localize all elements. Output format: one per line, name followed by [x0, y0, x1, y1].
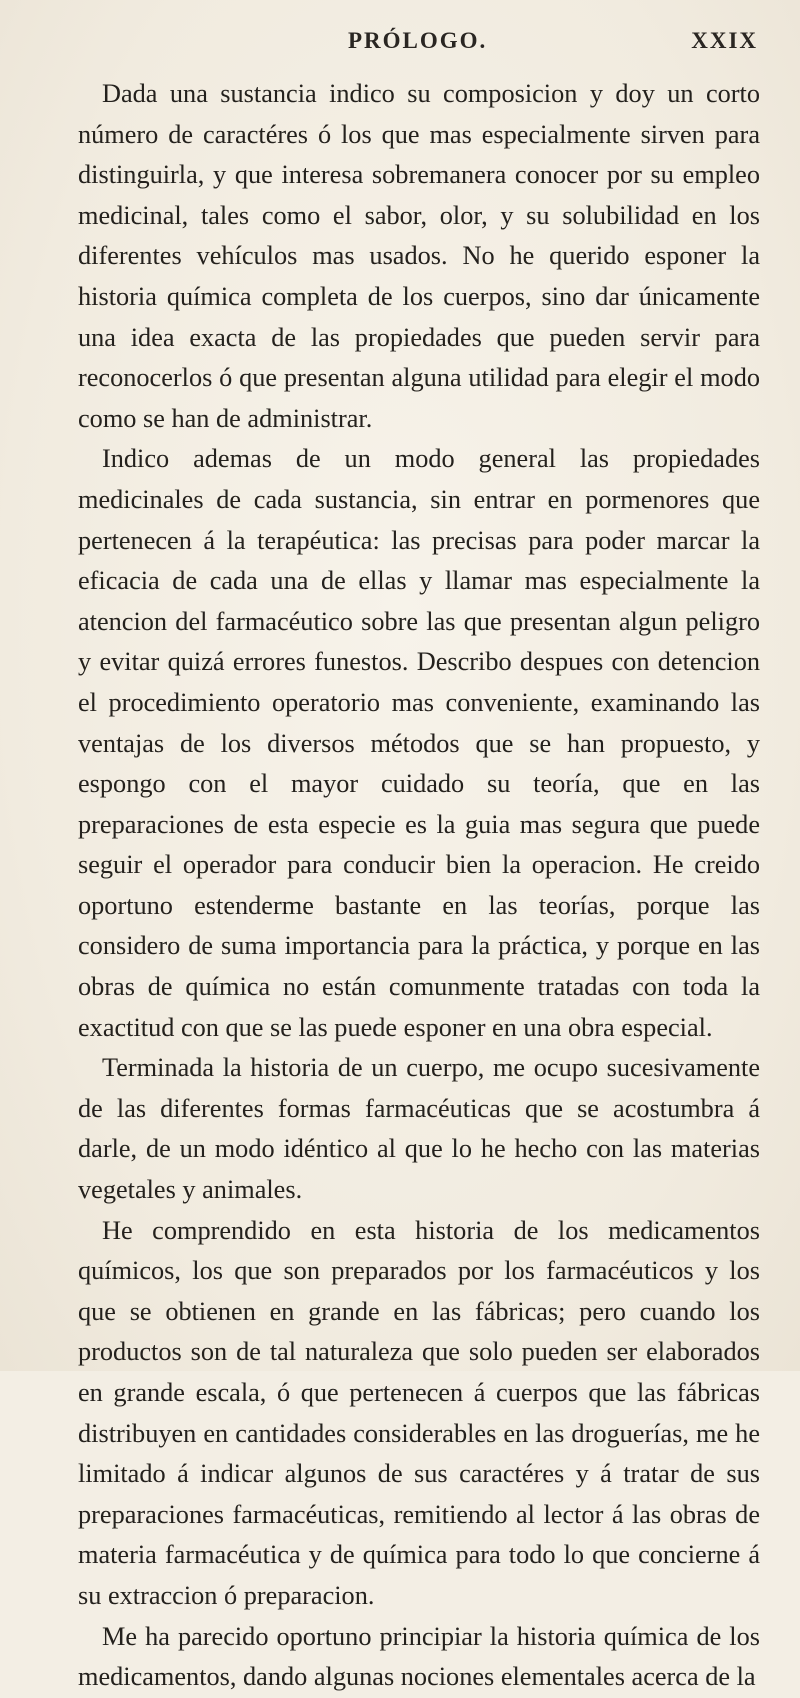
body-text — [78, 74, 760, 1698]
running-title: PRÓLOGO. — [348, 28, 488, 53]
paragraph-2: Indico ademas de un modo general las propiedades medicinales de cada sustancia, sin entrar en pormenores que pertenecen á la terapéutica: las precisas para poder marcar la eficacia de cada una de ellas y llamar mas especialmente la atencion del farmacéutico sobre las que presentan algun peligro y evitar quizá errores funestos. Describo despues con detencion el procedimiento operatorio mas conveniente, examinando las ventajas de los diversos métodos que se han propuesto, y espongo con el mayor cuidado su teoría, que en las preparaciones de esta especie es la guia mas segura que puede seguir el operador para conducir bien la operacion. He creido oportuno estenderme bastante en las teorías, porque las considero de suma importancia para la práctica, y porque en las obras de química no están comunmente tratadas con toda la exactitud con que se las puede esponer en una obra especial. — [78, 444, 760, 1042]
paragraph-1: Dada una sustancia indico su composicion y doy un corto número de caractéres ó los que mas especialmente sirven para distinguirla, y que interesa sobremanera conocer por su empleo medicinal, tales como el sabor, olor, y su solubilidad en los diferentes vehículos mas usados. No he querido esponer la historia química completa de los cuerpos, sino dar únicamente una idea exacta de las propiedades que pueden servir para reconocerlos ó que presentan alguna utilidad para elegir el modo como se han de administrar. — [78, 79, 760, 433]
page-number: XXIX — [691, 28, 758, 53]
paragraph-3: Terminada la historia de un cuerpo, me ocupo sucesivamente de las diferentes formas farmacéuticas que se acostumbra á darle, de un modo idéntico al que lo he hecho con las materias vegetales y animales. — [78, 1053, 760, 1205]
page-header — [78, 28, 758, 64]
paragraph-4: He comprendido en esta historia de los medicamentos químicos, los que son preparados por los farmacéuticos y los que se obtienen en grande en las fábricas; pero cuando los productos son de tal naturaleza que solo pueden ser elaborados en grande escala, ó que pertenecen á cuerpos que las fábricas distribuyen en cantidades considerables en las droguerías, me he limitado á indicar algunos de sus caractéres y á tratar de sus preparaciones farmacéuticas, remitiendo al lector á las obras de materia farmacéutica y de química para todo lo que concierne á su extraccion ó preparacion. — [78, 1215, 760, 1610]
paragraph-5: Me ha parecido oportuno principiar la historia química de los medicamentos, dando algunas nociones elementales acerca de la — [78, 1621, 760, 1692]
